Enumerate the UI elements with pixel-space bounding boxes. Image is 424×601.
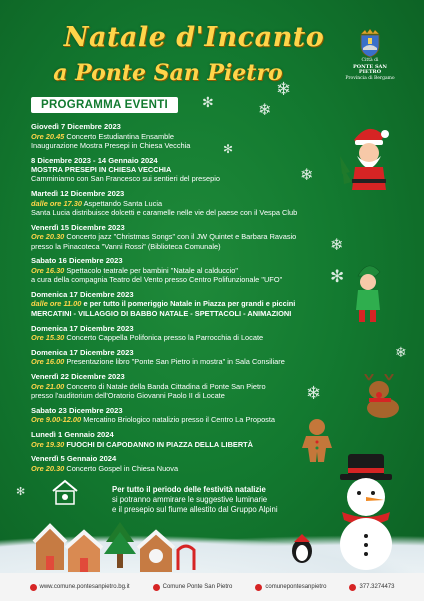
event-time: Ore 21.00: [31, 381, 65, 391]
event-item: [31, 122, 376, 150]
event-description: [31, 132, 376, 141]
poster-subtitle: a Ponte San Pietro: [53, 60, 283, 86]
facebook-link[interactable]: [153, 584, 233, 591]
event-description: [31, 208, 376, 217]
event-text: Santa Lucia distribuisce dolcetti e caramelle nelle vie del paese con il Vespa Club: [31, 207, 298, 217]
event-description: [31, 232, 376, 241]
event-date: Venerdì 22 Dicembre 2023: [31, 372, 125, 382]
event-time: dalle ore 17.30: [31, 198, 82, 208]
event-date: Giovedì 7 Dicembre 2023: [31, 122, 121, 131]
event-date: Domenica 17 Dicembre 2023: [31, 347, 134, 357]
event-text: Concerto di Natale della Banda Cittadina di Ponte San Pietro: [64, 381, 266, 391]
instagram-link[interactable]: [255, 584, 326, 591]
event-time: Ore 16.30: [31, 265, 65, 275]
event-item: [31, 372, 376, 403]
event-description: [31, 266, 376, 275]
event-text: presso l'auditorium dell'Oratorio Giovanni Paolo II di Locate: [31, 390, 225, 400]
phone-link[interactable]: [349, 584, 394, 591]
snowflake-icon: ❄: [395, 344, 407, 360]
event-description: [31, 382, 376, 391]
globe-icon: [30, 584, 37, 591]
event-time: Ore 20.30: [31, 232, 65, 242]
event-text: Aspettando Santa Lucia: [81, 198, 163, 208]
event-time: Ore 19.30: [31, 439, 65, 449]
crest-line3: Provincia di Bergamo: [345, 75, 395, 81]
town-crest: [345, 28, 395, 82]
coat-of-arms-icon: [357, 28, 383, 58]
event-description: [31, 174, 376, 183]
event-item: [31, 223, 376, 251]
facebook-icon: [153, 584, 160, 591]
event-time: Ore 16.00: [31, 357, 65, 367]
event-description: [31, 309, 376, 318]
footer-note-line2: si potranno ammirare le suggestive luminarie: [112, 494, 268, 504]
event-date: Domenica 17 Dicembre 2023: [31, 323, 134, 333]
event-item: [31, 256, 376, 284]
event-date: Domenica 17 Dicembre 2023: [31, 289, 134, 299]
event-item: [31, 348, 376, 367]
event-text: Spettacolo teatrale per bambini "Natale al calduccio": [64, 265, 238, 275]
event-description: [31, 275, 376, 284]
event-text: Presentazione libro "Ponte San Pietro in mostra" in Sala Consiliare: [64, 357, 285, 367]
footer-note-line3: e il presepio sul fiume allestito dal Gruppo Alpini: [112, 504, 278, 514]
snowflake-icon: ✻: [202, 94, 214, 110]
event-date: Martedì 12 Dicembre 2023: [31, 189, 125, 199]
footer-note-line1: Per tutto il periodo delle festività natalizie: [112, 485, 266, 494]
nativity-icon: [50, 477, 80, 507]
event-description: [31, 299, 376, 308]
snowflake-icon: ❄: [300, 167, 314, 184]
footer-note: [112, 485, 362, 514]
event-text: Concerto jazz "Christmas Songs" con il JW Quintet e Barbara Ravasio: [64, 232, 297, 242]
phone-text: 377.3274473: [359, 584, 395, 590]
snowflake-icon: ✻: [16, 486, 26, 498]
contact-bar: [0, 573, 424, 601]
event-text: Mercatino Briologico natalizio presso il Centro La Proposta: [81, 415, 276, 425]
event-description: [31, 141, 376, 150]
event-text: MOSTRA PRESEPI IN CHIESA VECCHIA: [31, 165, 172, 175]
event-text: Concerto Cappella Polifonica presso la Parrocchia di Locate: [64, 333, 264, 343]
event-description: [31, 242, 376, 251]
event-text: Concerto Estudiantina Ensamble: [64, 131, 174, 141]
reindeer-icon: [355, 374, 407, 420]
event-description: [31, 391, 376, 400]
snowflake-icon: ❄: [330, 237, 344, 254]
event-description: [31, 333, 376, 342]
instagram-icon: [255, 584, 262, 591]
event-date: Venerdì 5 Gennaio 2024: [31, 454, 117, 464]
poster-title: Natale d'Incanto: [63, 22, 325, 53]
event-text: Inaugurazione Mostra Presepi in Chiesa Vecchia: [31, 140, 191, 150]
event-date: Sabato 23 Dicembre 2023: [31, 405, 123, 415]
event-date: Lunedì 1 Gennaio 2024: [31, 430, 114, 440]
event-text: Concerto Gospel in Chiesa Nuova: [64, 463, 179, 473]
elf-icon: [348, 262, 388, 328]
penguin-icon: [290, 534, 314, 564]
santa-claus-icon: [340, 122, 398, 192]
event-date: Venerdì 15 Dicembre 2023: [31, 222, 125, 232]
event-time: Ore 15.30: [31, 333, 65, 343]
snowflake-icon: ✻: [330, 267, 345, 286]
event-time: dalle ore 11.00: [31, 299, 82, 309]
event-text: a cura della compagnia Teatro del Vento presso Centro Polifunzionale "UFO": [31, 275, 283, 285]
program-label: PROGRAMMA EVENTI: [31, 97, 178, 113]
event-text: FUOCHI DI CAPODANNO IN PIAZZA DELLA LIBERTÀ: [64, 439, 254, 449]
event-time: Ore 20.45: [31, 131, 65, 141]
event-text: MERCATINI - VILLAGGIO DI BABBO NATALE - SPETTACOLI - ANIMAZIONI: [31, 308, 292, 318]
instagram-text: comunepontesanpietro: [265, 584, 327, 590]
whatsapp-icon: [349, 584, 356, 591]
event-text: presso la Pinacoteca "Vanni Rossi" (Biblioteca Comunale): [31, 241, 221, 251]
event-date: Sabato 16 Dicembre 2023: [31, 256, 123, 266]
crest-line1: Città di: [361, 58, 379, 63]
event-text: Camminiamo con San Francesco sui sentieri del presepio: [31, 174, 220, 184]
event-date: 8 Dicembre 2023 - 14 Gennaio 2024: [31, 155, 158, 165]
website-link[interactable]: [30, 584, 130, 591]
snowflake-icon: ✻: [223, 142, 234, 156]
event-item: [31, 189, 376, 217]
event-item: [31, 290, 376, 318]
event-time: Ore 9.00-12.00: [31, 415, 82, 425]
event-description: [31, 357, 376, 366]
village-houses-icon: [28, 520, 208, 578]
event-item: [31, 156, 376, 184]
event-time: Ore 20.30: [31, 463, 65, 473]
website-text: www.comune.pontesanpietro.bg.it: [39, 584, 130, 590]
event-description: [31, 165, 376, 174]
facebook-text: Comune Ponte San Pietro: [162, 584, 233, 590]
event-text: e per tutto il pomeriggio Natale in Piazza per grandi e piccini: [81, 299, 296, 309]
snowflake-icon: ❄: [276, 79, 292, 99]
event-item: [31, 324, 376, 343]
snowflake-icon: ❄: [306, 383, 322, 403]
crest-name: PONTE SAN PIETRO: [352, 63, 388, 76]
event-description: [31, 199, 376, 208]
snowflake-icon: ❄: [258, 102, 272, 119]
